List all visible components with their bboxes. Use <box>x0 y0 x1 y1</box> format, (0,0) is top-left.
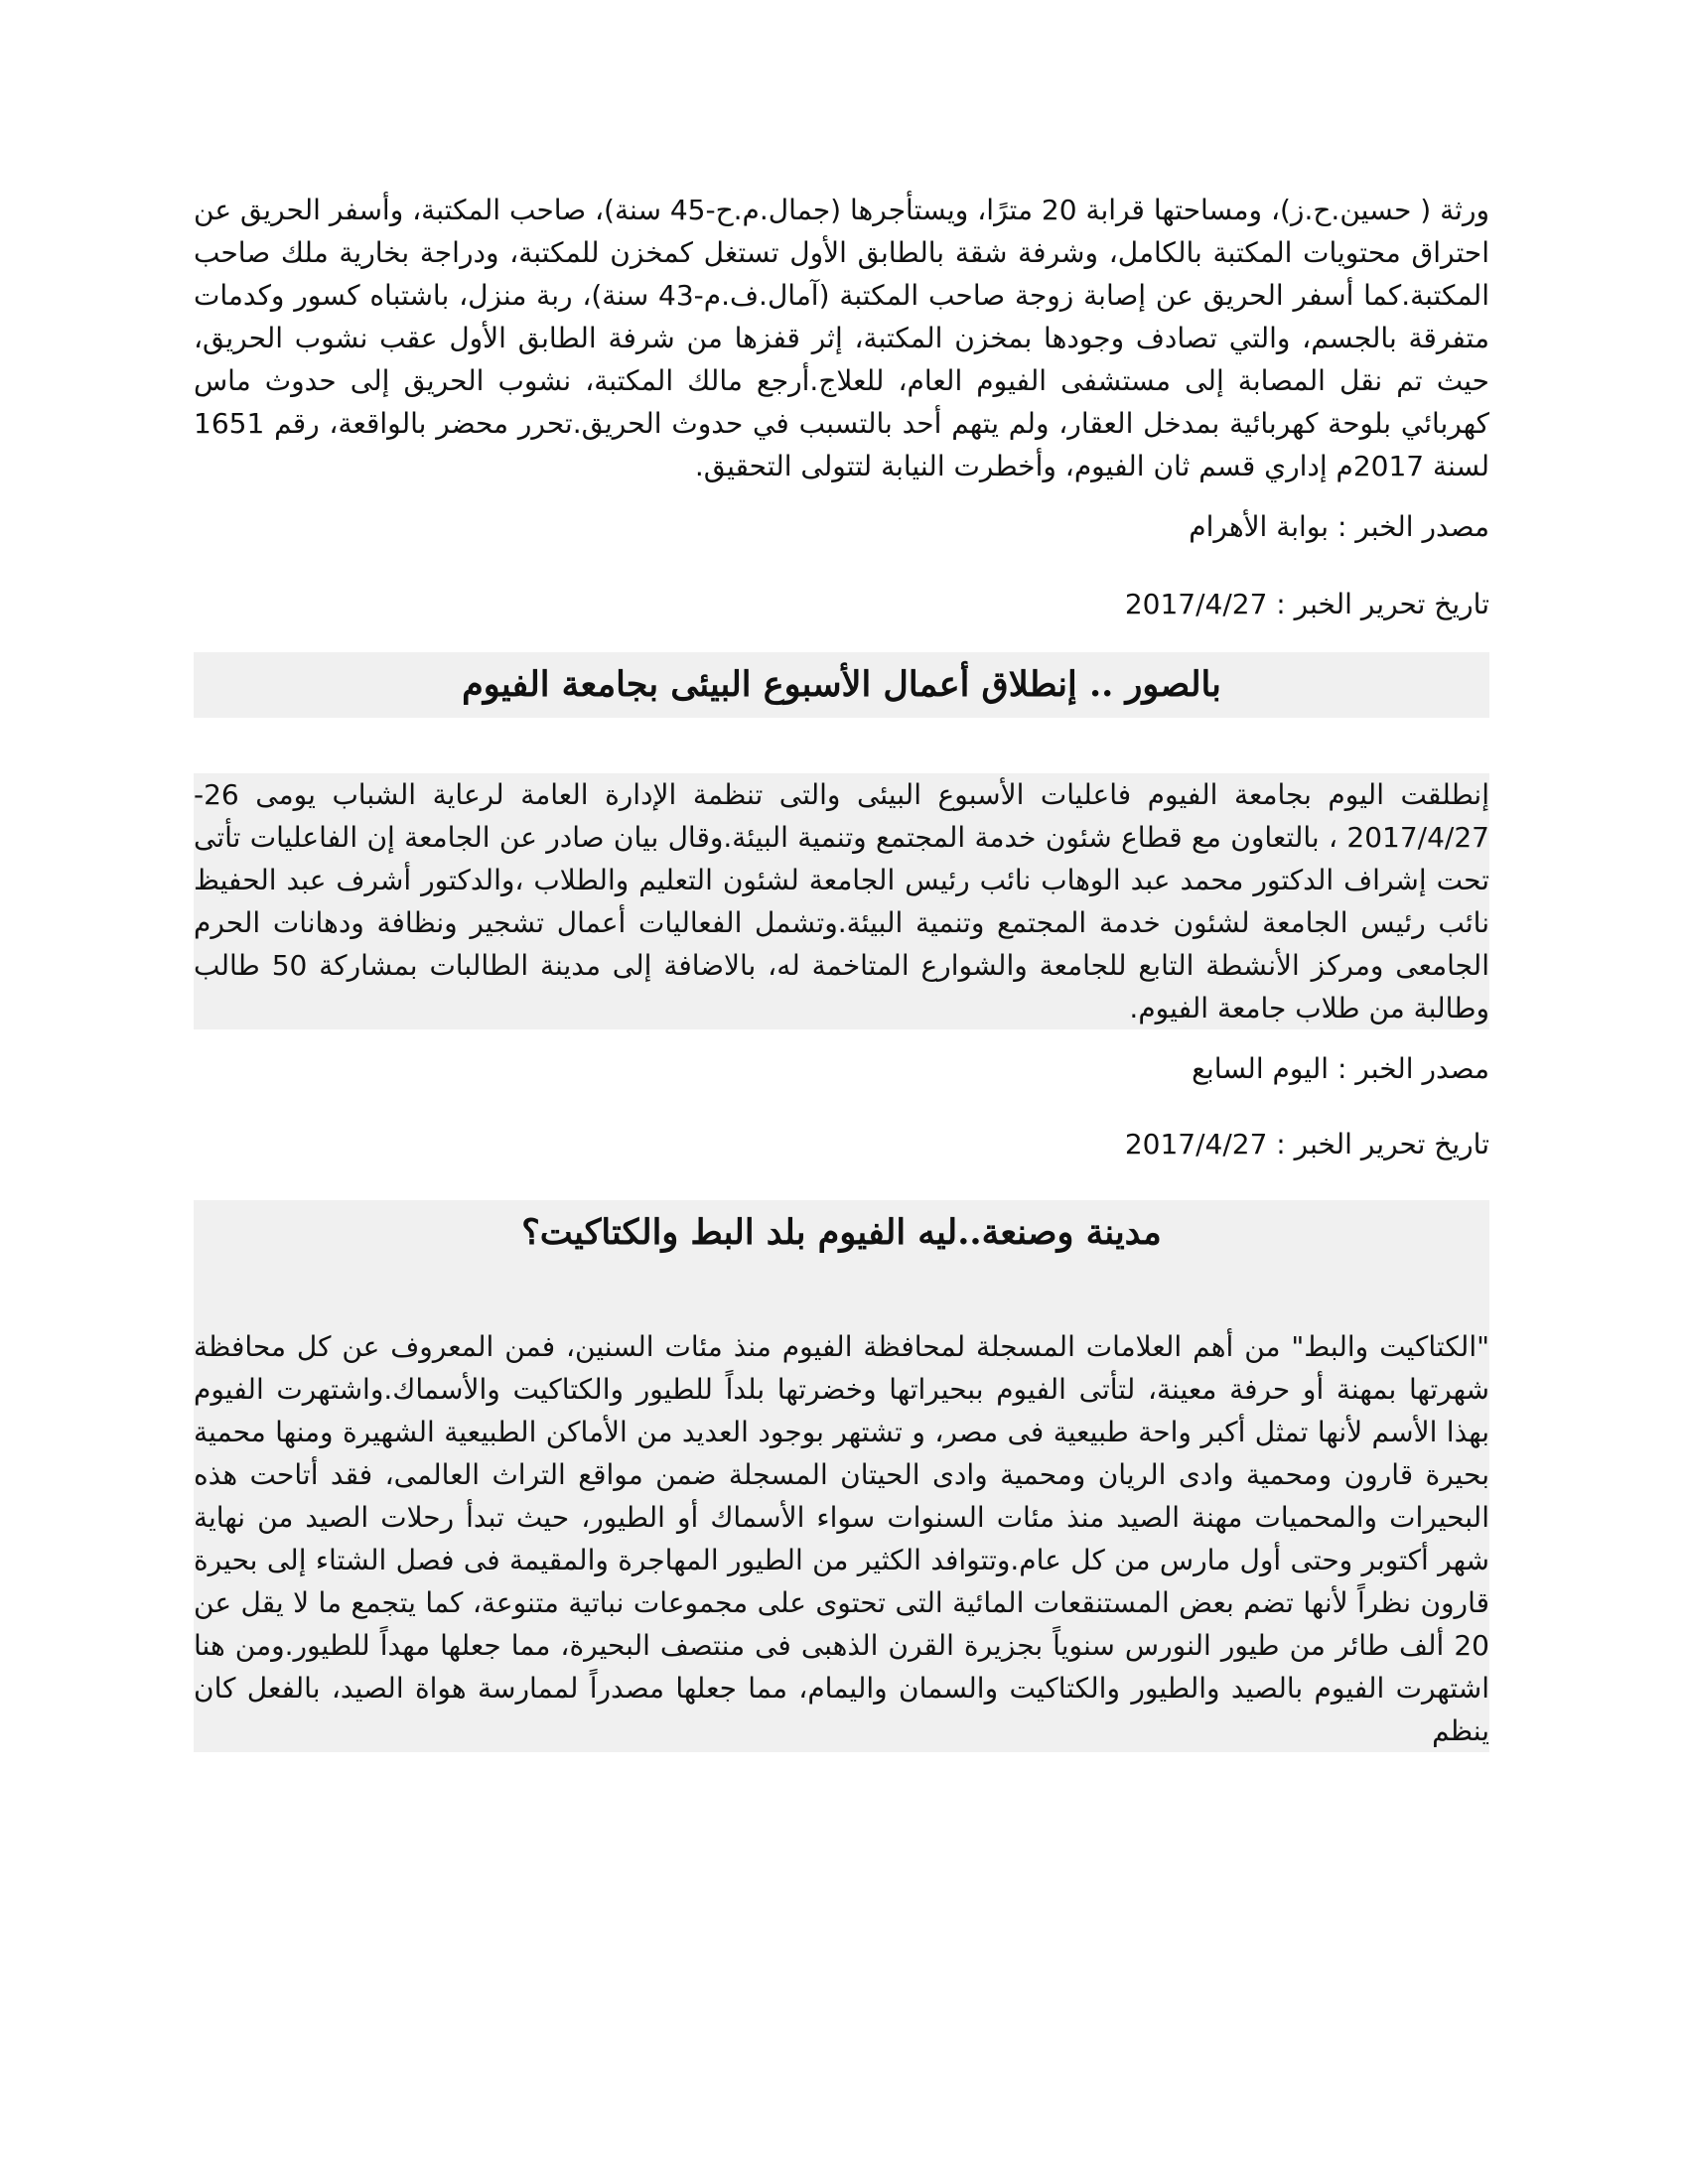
article-body: "الكتاكيت والبط" من أهم العلامات المسجلة لمحافظة الفيوم منذ مئات السنين، فمن المعروف عن كل محافظة شهرتها بمهنة أو حرفة معينة، لتأتى الفيوم ببحيراتها وخضرتها بلداً للطيور والكتاكيت والأسماك.واشتهرت الفيوم بهذا الأسم لأنها تمثل أكبر واحة طبيعية فى مصر، و تشتهر بوجود العديد من الأماكن الطبيعية الشهيرة ومنها محمية بحيرة قارون ومحمية وادى الريان ومحمية وادى الحيتان المسجلة ضمن مواقع التراث العالمى، فقد أتاحت هذه البحيرات والمحميات مهنة الصيد منذ مئات السنوات سواء الأسماك أو الطيور، حيث تبدأ رحلات الصيد من نهاية شهر أكتوبر وحتى أول مارس من كل عام.وتتوافد الكثير من الطيور المهاجرة والمقيمة فى فصل الشتاء إلى بحيرة قارون نظراً لأنها تضم بعض المستنقعات المائية التى تحتوى على مجموعات نباتية متنوعة، كما يتجمع ما لا يقل عن 20 ألف طائر من طيور النورس سنوياً بجزيرة القرن الذهبى فى منتصف البحيرة، مما جعلها مهداً للطيور.ومن هنا اشتهرت الفيوم بالصيد والطيور والكتاكيت والسمان واليمام، مما جعلها مصدراً لممارسة هواة الصيد، بالفعل كان ينظم <box>194 1330 1489 1747</box>
news-source: مصدر الخبر : بوابة الأهرام <box>1189 510 1489 543</box>
article-environment-week <box>194 652 1489 1164</box>
article-body: إنطلقت اليوم بجامعة الفيوم فاعليات الأسبوع البيئى والتى تنظمة الإدارة العامة لرعاية الشباب يومى 26-2017/4/27 ، بالتعاون مع قطاع شئون خدمة المجتمع وتنمية البيئة.وقال بيان صادر عن الجامعة إن الفاعليات تأتى تحت إشراف الدكتور محمد عبد الوهاب نائب رئيس الجامعة لشئون التعليم والطلاب ،والدكتور أشرف عبد الحفيظ نائب رئيس الجامعة لشئون خدمة المجتمع وتنمية البيئة.وتشمل الفعاليات أعمال تشجير ونظافة ودهانات الحرم الجامعى ومركز الأنشطة التابع للجامعة والشوارع المتاخمة له، بالاضافة إلى مدينة الطالبات بمشاركة 50 طالب وطالبة من طلاب جامعة الفيوم. <box>194 773 1489 1029</box>
article-fire-report <box>194 189 1489 624</box>
news-date: تاريخ تحرير الخبر : 2017/4/27 <box>1124 588 1489 620</box>
article-title: بالصور .. إنطلاق أعمال الأسبوع البيئى بجامعة الفيوم <box>462 664 1221 705</box>
news-source: مصدر الخبر : اليوم السابع <box>1192 1052 1489 1085</box>
spacer <box>194 1266 1489 1325</box>
headline-bar <box>194 1200 1489 1266</box>
article-title: مدينة وصنعة..ليه الفيوم بلد البط والكتاكيت؟ <box>521 1212 1162 1253</box>
document-page <box>194 189 1489 1752</box>
article-fayoum-ducks <box>194 1200 1489 1752</box>
news-date: تاريخ تحرير الخبر : 2017/4/27 <box>1124 1128 1489 1160</box>
spacer <box>194 718 1489 773</box>
article-body: ورثة ( حسين.ح.ز)، ومساحتها قرابة 20 مترًا، ويستأجرها (جمال.م.ح-45 سنة)، صاحب المكتبة، وأسفر الحريق عن احتراق محتويات المكتبة بالكامل، وشرفة شقة بالطابق الأول تستغل كمخزن للمكتبة، ودراجة بخارية ملك صاحب المكتبة.كما أسفر الحريق عن إصابة زوجة صاحب المكتبة (آمال.ف.م-43 سنة)، ربة منزل، باشتباه كسور وكدمات متفرقة بالجسم، والتي تصادف وجودها بمخزن المكتبة، إثر قفزها من شرفة الطابق الأول عقب نشوب الحريق، حيث تم نقل المصابة إلى مستشفى الفيوم العام، للعلاج.أرجع مالك المكتبة، نشوب الحريق إلى حدوث ماس كهربائي بلوحة كهربائية بمدخل العقار، ولم يتهم أحد بالتسبب في حدوث الحريق.تحرر محضر بالواقعة، رقم 1651 لسنة 2017م إداري قسم ثان الفيوم، وأخطرت النيابة لتتولى التحقيق. <box>194 194 1489 482</box>
article-shaded-block <box>194 1200 1489 1752</box>
headline-bar <box>194 652 1489 718</box>
